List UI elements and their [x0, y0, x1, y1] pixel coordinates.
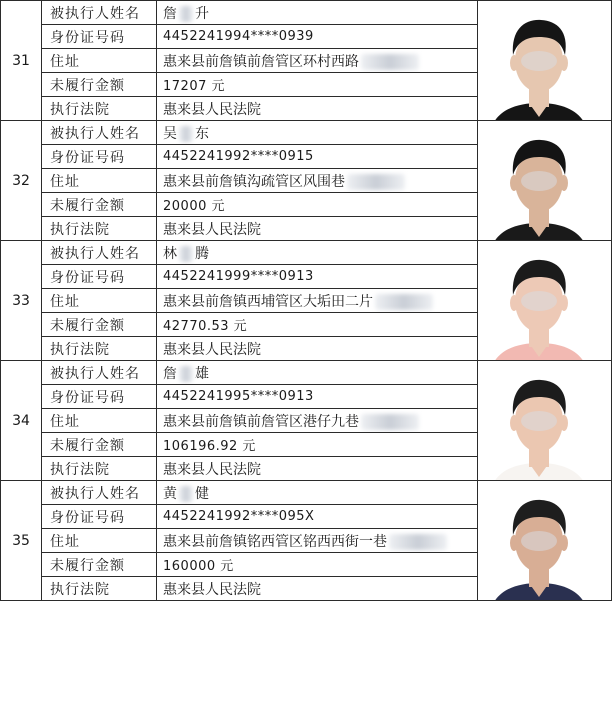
record-number: 32 [1, 121, 42, 241]
field-label-id: 身份证号码 [42, 505, 157, 529]
name-value [157, 121, 478, 145]
field-label-court: 执行法院 [42, 337, 157, 361]
record-row-name [1, 1, 612, 25]
redaction-blur [179, 246, 193, 262]
photo-cell [478, 361, 612, 481]
portrait-photo [485, 363, 593, 481]
record-row-name [1, 121, 612, 145]
court-value: 惠来县人民法院 [157, 457, 478, 481]
photo-cell [478, 241, 612, 361]
field-label-name: 被执行人姓名 [42, 1, 157, 25]
field-label-amount: 未履行金额 [42, 553, 157, 577]
address-text: 惠来县前詹镇前詹管区港仔九巷 [163, 413, 359, 430]
amount-value: 160000 元 [157, 553, 478, 577]
photo-cell [478, 121, 612, 241]
field-label-court: 执行法院 [42, 457, 157, 481]
name-first-char: 林 [163, 245, 177, 262]
portrait-illustration [485, 363, 593, 481]
address-value [157, 529, 478, 553]
redaction-blur [375, 294, 433, 310]
portrait-photo [485, 243, 593, 361]
photo-cell [478, 481, 612, 601]
name-value [157, 1, 478, 25]
record-row-name [1, 481, 612, 505]
redaction-blur [361, 414, 419, 430]
portrait-illustration [485, 243, 593, 361]
name-value [157, 241, 478, 265]
court-value: 惠来县人民法院 [157, 337, 478, 361]
address-text: 惠来县前詹镇沟疏管区风围巷 [163, 173, 345, 190]
redaction-blur [361, 54, 419, 70]
field-label-court: 执行法院 [42, 217, 157, 241]
address-value [157, 169, 478, 193]
record-number: 33 [1, 241, 42, 361]
field-label-name: 被执行人姓名 [42, 361, 157, 385]
field-label-address: 住址 [42, 49, 157, 73]
name-first-char: 詹 [163, 365, 177, 382]
id-number-value: 4452241999****0913 [157, 265, 478, 289]
address-text: 惠来县前詹镇西埔管区大垢田二片 [163, 293, 373, 310]
redaction-blur [179, 486, 193, 502]
amount-value: 42770.53 元 [157, 313, 478, 337]
amount-value: 17207 元 [157, 73, 478, 97]
field-label-amount: 未履行金额 [42, 313, 157, 337]
field-label-id: 身份证号码 [42, 265, 157, 289]
redaction-blur [347, 174, 405, 190]
redaction-blur [389, 534, 447, 550]
field-label-id: 身份证号码 [42, 385, 157, 409]
record-number: 34 [1, 361, 42, 481]
field-label-name: 被执行人姓名 [42, 121, 157, 145]
id-number-value: 4452241994****0939 [157, 25, 478, 49]
record-row-name [1, 241, 612, 265]
name-last-char: 升 [195, 5, 209, 22]
name-value [157, 481, 478, 505]
name-first-char: 吴 [163, 125, 177, 142]
field-label-court: 执行法院 [42, 577, 157, 601]
name-value [157, 361, 478, 385]
field-label-name: 被执行人姓名 [42, 481, 157, 505]
field-label-amount: 未履行金额 [42, 193, 157, 217]
redaction-blur [179, 126, 193, 142]
amount-value: 20000 元 [157, 193, 478, 217]
court-value: 惠来县人民法院 [157, 97, 478, 121]
address-value [157, 289, 478, 313]
court-value: 惠来县人民法院 [157, 217, 478, 241]
name-first-char: 黄 [163, 485, 177, 502]
address-text: 惠来县前詹镇铭西管区铭西西街一巷 [163, 533, 387, 550]
id-number-value: 4452241995****0913 [157, 385, 478, 409]
field-label-address: 住址 [42, 529, 157, 553]
name-last-char: 东 [195, 125, 209, 142]
field-label-name: 被执行人姓名 [42, 241, 157, 265]
id-number-value: 4452241992****095X [157, 505, 478, 529]
name-last-char: 腾 [195, 245, 209, 262]
field-label-amount: 未履行金额 [42, 433, 157, 457]
field-label-id: 身份证号码 [42, 25, 157, 49]
field-label-address: 住址 [42, 409, 157, 433]
redaction-blur [179, 366, 193, 382]
field-label-id: 身份证号码 [42, 145, 157, 169]
record-number: 35 [1, 481, 42, 601]
id-number-value: 4452241992****0915 [157, 145, 478, 169]
field-label-address: 住址 [42, 169, 157, 193]
field-label-amount: 未履行金额 [42, 73, 157, 97]
name-first-char: 詹 [163, 5, 177, 22]
portrait-photo [485, 3, 593, 121]
record-number: 31 [1, 1, 42, 121]
portrait-photo [485, 123, 593, 241]
portrait-photo [485, 483, 593, 601]
field-label-address: 住址 [42, 289, 157, 313]
court-value: 惠来县人民法院 [157, 577, 478, 601]
amount-value: 106196.92 元 [157, 433, 478, 457]
portrait-illustration [485, 123, 593, 241]
record-row-name [1, 361, 612, 385]
address-value [157, 409, 478, 433]
name-last-char: 健 [195, 485, 209, 502]
redaction-blur [179, 6, 193, 22]
address-text: 惠来县前詹镇前詹管区环村西路 [163, 53, 359, 70]
portrait-illustration [485, 3, 593, 121]
field-label-court: 执行法院 [42, 97, 157, 121]
portrait-illustration [485, 483, 593, 601]
address-value [157, 49, 478, 73]
name-last-char: 雄 [195, 365, 209, 382]
photo-cell [478, 1, 612, 121]
